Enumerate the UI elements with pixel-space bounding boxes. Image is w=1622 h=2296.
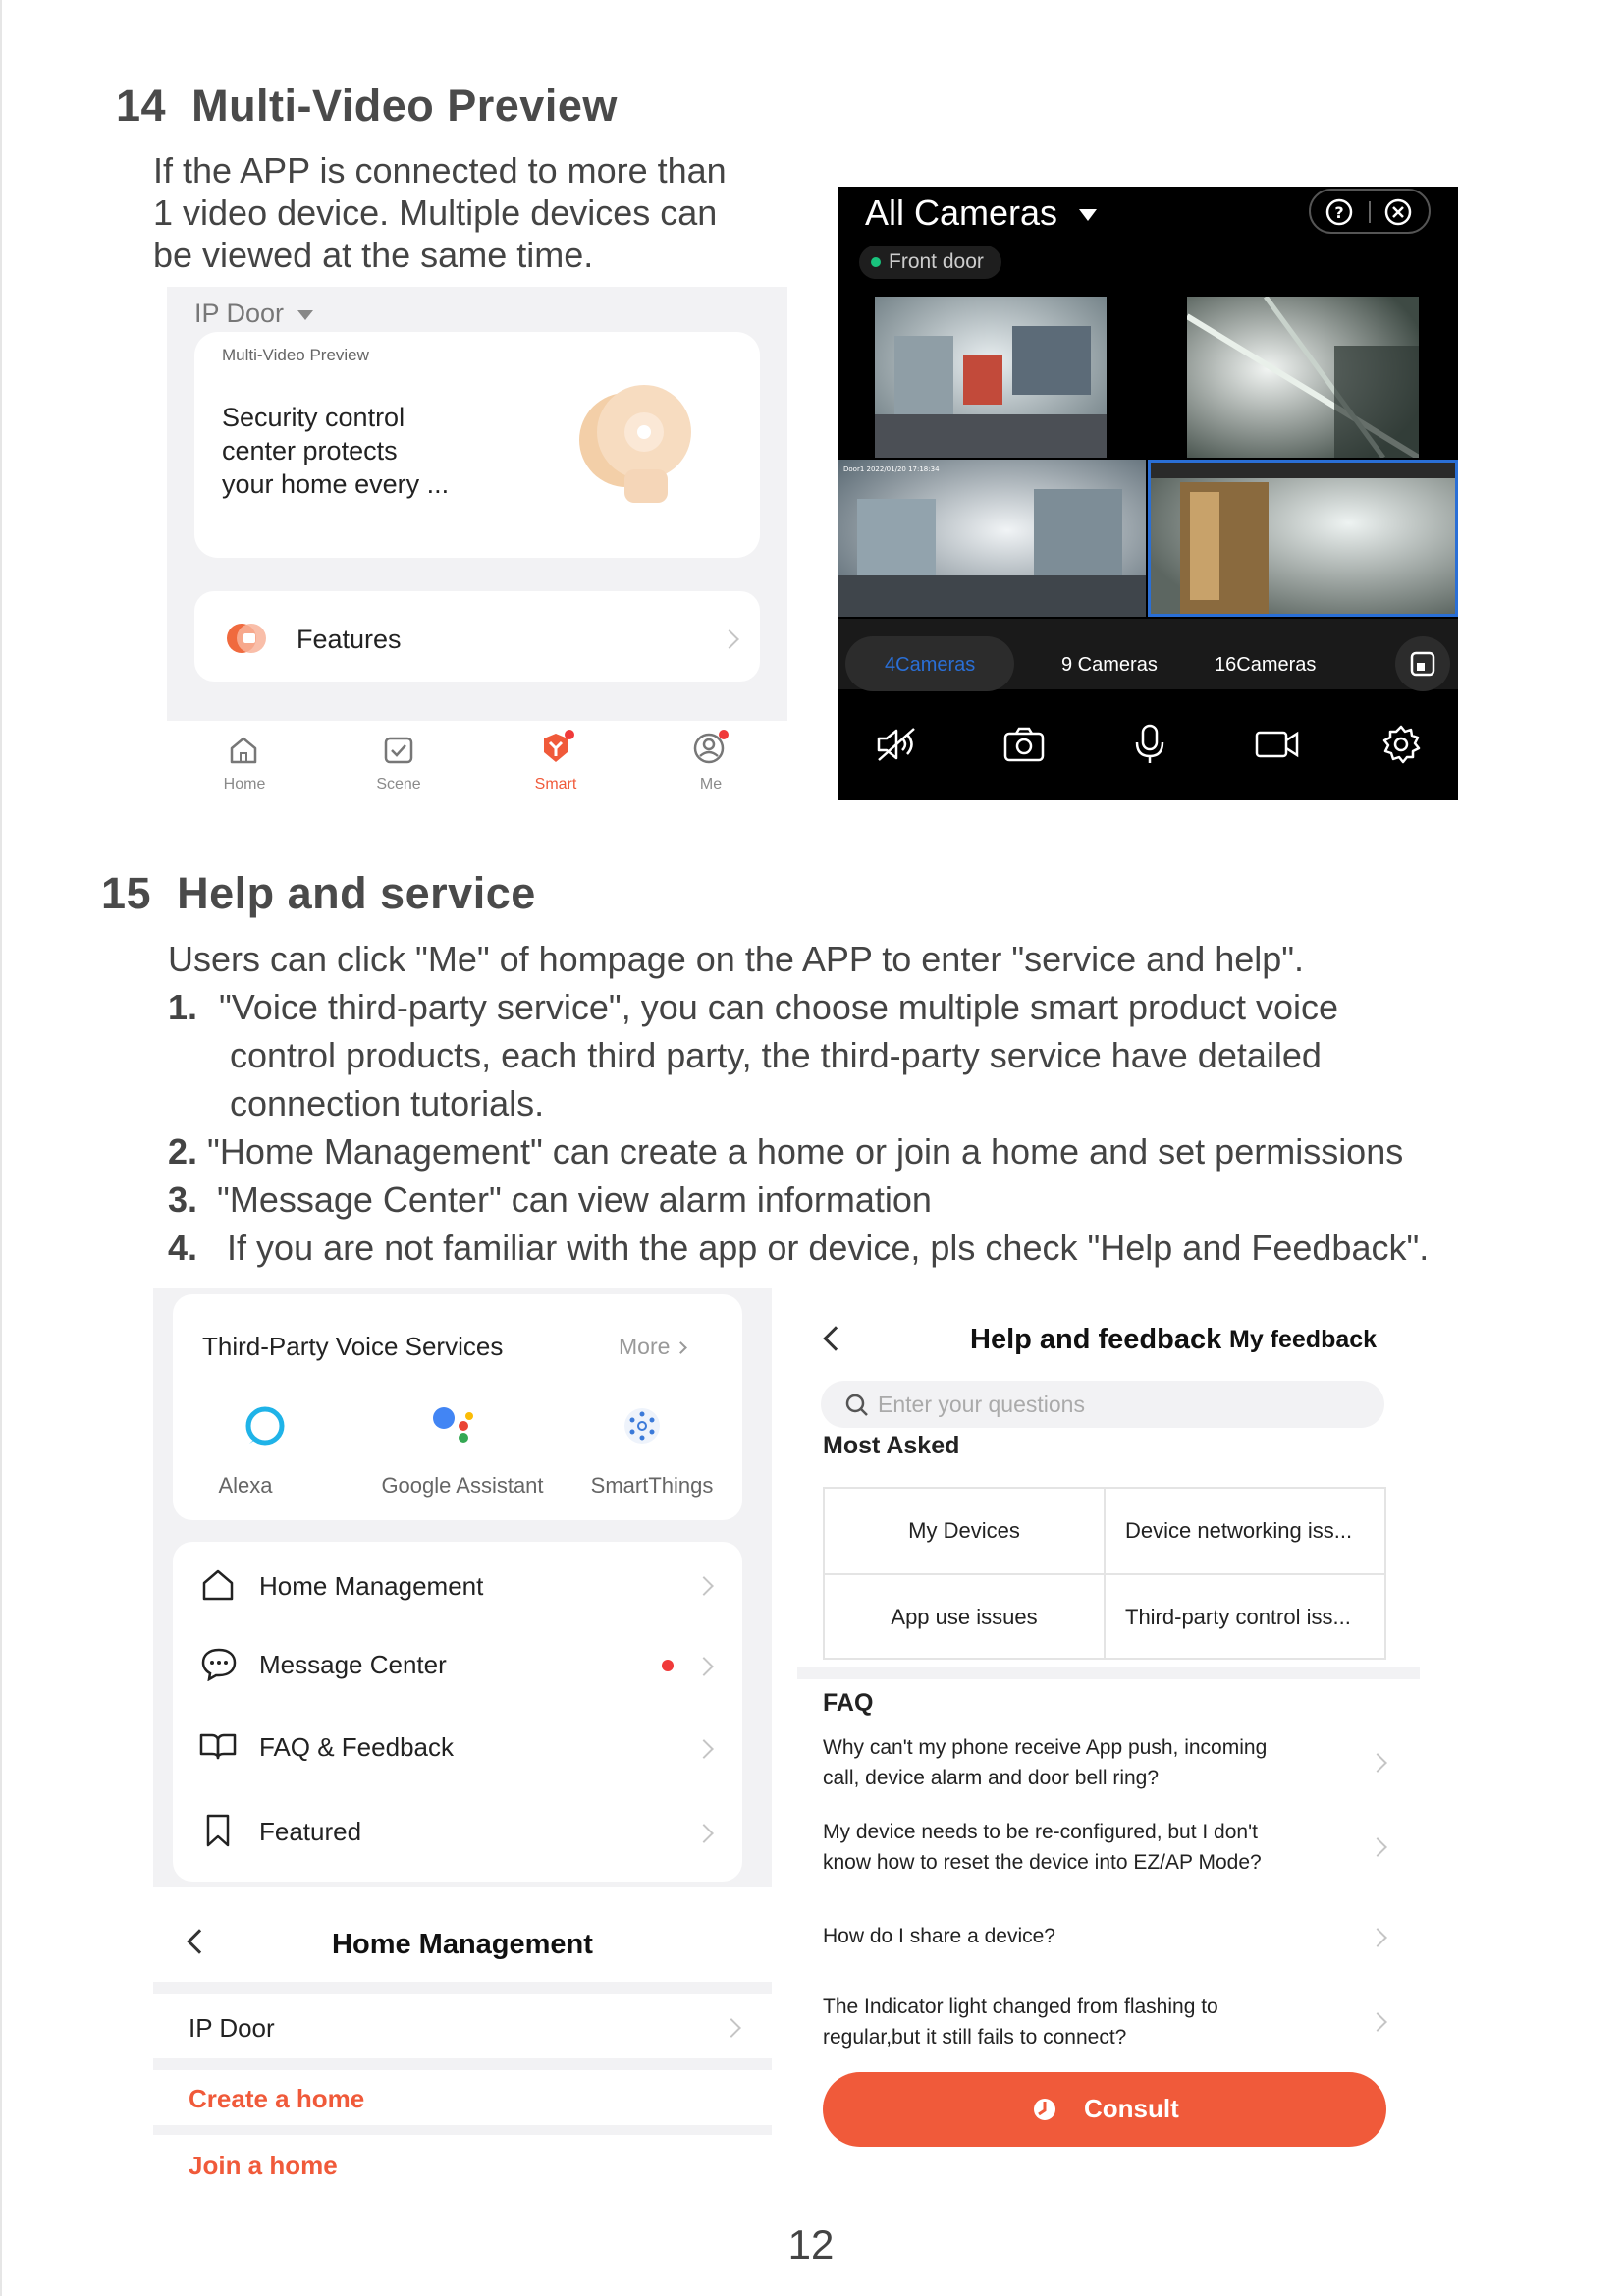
chevron-right-icon: [722, 2018, 741, 2038]
smart-icon[interactable]: [536, 729, 575, 768]
chevron-right-icon: [694, 1576, 714, 1596]
chevron-right-icon: [1368, 2012, 1387, 2032]
list-item-1-line-3: connection tutorials.: [230, 1083, 545, 1123]
me-screen-screenshot: [153, 1288, 772, 1887]
home-management-title: Home Management: [332, 1929, 593, 1960]
tab-bar: [167, 721, 787, 799]
chevron-right-icon: [694, 1657, 714, 1676]
menu-label: Featured: [259, 1817, 362, 1846]
most-asked-heading: Most Asked: [823, 1432, 960, 1459]
feed-timestamp: Door1 2022/01/20 17:18:34: [843, 465, 940, 473]
snapshot-icon[interactable]: [1002, 725, 1046, 764]
consult-label: Consult: [1084, 2094, 1179, 2123]
current-device-pill[interactable]: Front door: [859, 246, 1001, 279]
close-icon[interactable]: [1383, 197, 1413, 227]
bookmark-icon: [202, 1813, 234, 1848]
camera-illustration-icon: [568, 371, 715, 519]
faq-item-4[interactable]: The Indicator light changed from flashing to regular,but it still fails to connect?: [797, 1992, 1420, 2060]
chevron-right-icon: [1368, 1928, 1387, 1947]
google-assistant-label: Google Assistant: [381, 1473, 544, 1498]
fullscreen-button[interactable]: [1395, 636, 1450, 691]
caret-down-icon: [1079, 209, 1097, 221]
page-edge: [0, 0, 2, 2296]
list-item-1: 1. "Voice third-party service", you can choose multiple smart product voice: [168, 987, 1339, 1027]
me-icon[interactable]: [691, 729, 730, 768]
tab-9-cameras[interactable]: 9 Cameras: [1061, 654, 1158, 676]
faq-item-1[interactable]: Why can't my phone receive App push, incoming call, device alarm and door bell ring?: [797, 1732, 1420, 1801]
menu-label: Home Management: [259, 1571, 484, 1601]
message-icon: [200, 1646, 238, 1681]
home-management-screenshot: [153, 1889, 772, 2184]
voice-services-card: [173, 1294, 742, 1520]
smartthings-label: SmartThings: [590, 1473, 714, 1498]
svg-text:?: ?: [1334, 203, 1344, 222]
camera-feed-3[interactable]: [838, 460, 1146, 617]
create-home-button[interactable]: Create a home: [189, 2084, 365, 2113]
voice-services-title: Third-Party Voice Services: [202, 1332, 504, 1361]
mute-icon[interactable]: [875, 725, 922, 764]
home-ip-door-row[interactable]: [153, 1994, 772, 2058]
chevron-right-icon: [694, 1739, 714, 1759]
section15-heading: 15 Help and service: [101, 868, 536, 918]
card-text: Security control center protects your home every ...: [222, 403, 450, 499]
list-item-1-line-2: control products, each third party, the third-party service have detailed: [230, 1035, 1322, 1075]
book-icon: [198, 1730, 238, 1762]
search-input[interactable]: [821, 1381, 1384, 1428]
topic-app-use[interactable]: App use issues: [891, 1605, 1038, 1629]
all-cameras-title[interactable]: All Cameras: [865, 192, 1097, 234]
most-asked-grid: [823, 1487, 1386, 1660]
camera-feed-1[interactable]: [875, 297, 1107, 458]
microphone-icon[interactable]: [1132, 723, 1167, 766]
menu-message-center[interactable]: [173, 1620, 742, 1699]
tab-4-cameras[interactable]: 4Cameras: [885, 654, 976, 676]
home-icon: [200, 1567, 236, 1603]
me-menu-card: [173, 1542, 742, 1882]
device-selector[interactable]: IP Door: [194, 299, 313, 329]
camera-feed-4-selected[interactable]: [1148, 460, 1458, 617]
features-label: Features: [297, 625, 402, 654]
scene-icon[interactable]: [381, 733, 416, 768]
list-item-2: 2. "Home Management" can create a home or join a home and set permissions: [168, 1131, 1404, 1172]
home-icon[interactable]: [226, 733, 261, 768]
list-item-4: 4. If you are not familiar with the app or device, pls check "Help and Feedback".: [168, 1228, 1430, 1268]
app-home-screenshot: [167, 287, 787, 799]
help-icon[interactable]: [1325, 197, 1354, 227]
section14-heading: 14 Multi-Video Preview: [116, 81, 618, 131]
all-cameras-screenshot: [838, 187, 1458, 800]
fullscreen-icon: [1409, 650, 1436, 678]
search-placeholder: Enter your questions: [878, 1392, 1085, 1417]
header-actions: [1309, 189, 1431, 234]
help-feedback-screenshot: [797, 1296, 1420, 2160]
card-caption: Multi-Video Preview: [222, 346, 369, 364]
more-link[interactable]: More: [619, 1334, 685, 1360]
faq-heading: FAQ: [823, 1689, 874, 1717]
faq-item-3[interactable]: How do I share a device?: [797, 1921, 1420, 1960]
online-dot-icon: [871, 257, 881, 267]
unread-dot-icon: [662, 1660, 674, 1671]
list-item-3: 3. "Message Center" can view alarm information: [168, 1179, 932, 1220]
menu-faq-feedback[interactable]: [173, 1703, 742, 1781]
divider: [153, 2125, 772, 2135]
topic-third-party-control[interactable]: Third-party control iss...: [1125, 1605, 1351, 1629]
chevron-right-icon: [1368, 1753, 1387, 1773]
consult-button[interactable]: [823, 2072, 1386, 2147]
tab-smart-label: Smart: [534, 776, 577, 793]
caret-down-icon: [297, 310, 313, 320]
tab-me-label: Me: [699, 776, 723, 793]
tab-16-cameras[interactable]: 16Cameras: [1215, 654, 1317, 676]
home-name: IP Door: [189, 2013, 275, 2043]
consult-icon: [1031, 2096, 1058, 2123]
divider: [153, 1982, 772, 1994]
menu-label: Message Center: [259, 1650, 447, 1679]
help-title: Help and feedback: [970, 1324, 1222, 1355]
divider: [825, 1573, 1384, 1575]
chevron-right-icon: [675, 1342, 687, 1355]
back-arrow-icon[interactable]: [823, 1326, 847, 1350]
menu-home-management[interactable]: [173, 1542, 742, 1630]
my-feedback-link[interactable]: My feedback: [1229, 1326, 1378, 1353]
alexa-icon[interactable]: [243, 1404, 287, 1448]
menu-featured[interactable]: [173, 1785, 742, 1874]
alexa-label: Alexa: [218, 1473, 273, 1498]
page-number: 12: [787, 2221, 835, 2268]
multi-video-card[interactable]: [194, 332, 760, 558]
record-icon[interactable]: [1254, 727, 1301, 762]
menu-label: FAQ & Feedback: [259, 1732, 454, 1762]
tab-scene-label: Scene: [376, 776, 421, 793]
divider: [797, 1667, 1420, 1679]
section15-intro: Users can click "Me" of hompage on the APP to enter "service and help".: [168, 939, 1305, 979]
divider: [1369, 201, 1371, 223]
camera-feed-2[interactable]: [1187, 297, 1419, 458]
google-assistant-icon[interactable]: [430, 1402, 479, 1448]
tab-home-label: Home: [223, 776, 266, 793]
section14-intro: If the APP is connected to more than 1 video device. Multiple devices can be viewed at the same time.: [153, 150, 727, 275]
topic-my-devices[interactable]: My Devices: [908, 1518, 1020, 1543]
join-home-button[interactable]: Join a home: [189, 2151, 338, 2180]
divider: [153, 2058, 772, 2070]
search-icon: [844, 1393, 870, 1418]
features-icon: [224, 619, 273, 658]
smartthings-icon[interactable]: [621, 1404, 664, 1448]
settings-icon[interactable]: [1379, 723, 1423, 766]
chevron-right-icon: [1368, 1837, 1387, 1857]
topic-device-networking[interactable]: Device networking iss...: [1125, 1518, 1353, 1543]
chevron-right-icon: [720, 629, 739, 649]
faq-item-2[interactable]: My device needs to be re-configured, but I don't know how to reset the device into EZ/AP Mode?: [797, 1817, 1420, 1886]
features-row[interactable]: [194, 591, 760, 682]
chevron-right-icon: [694, 1824, 714, 1843]
